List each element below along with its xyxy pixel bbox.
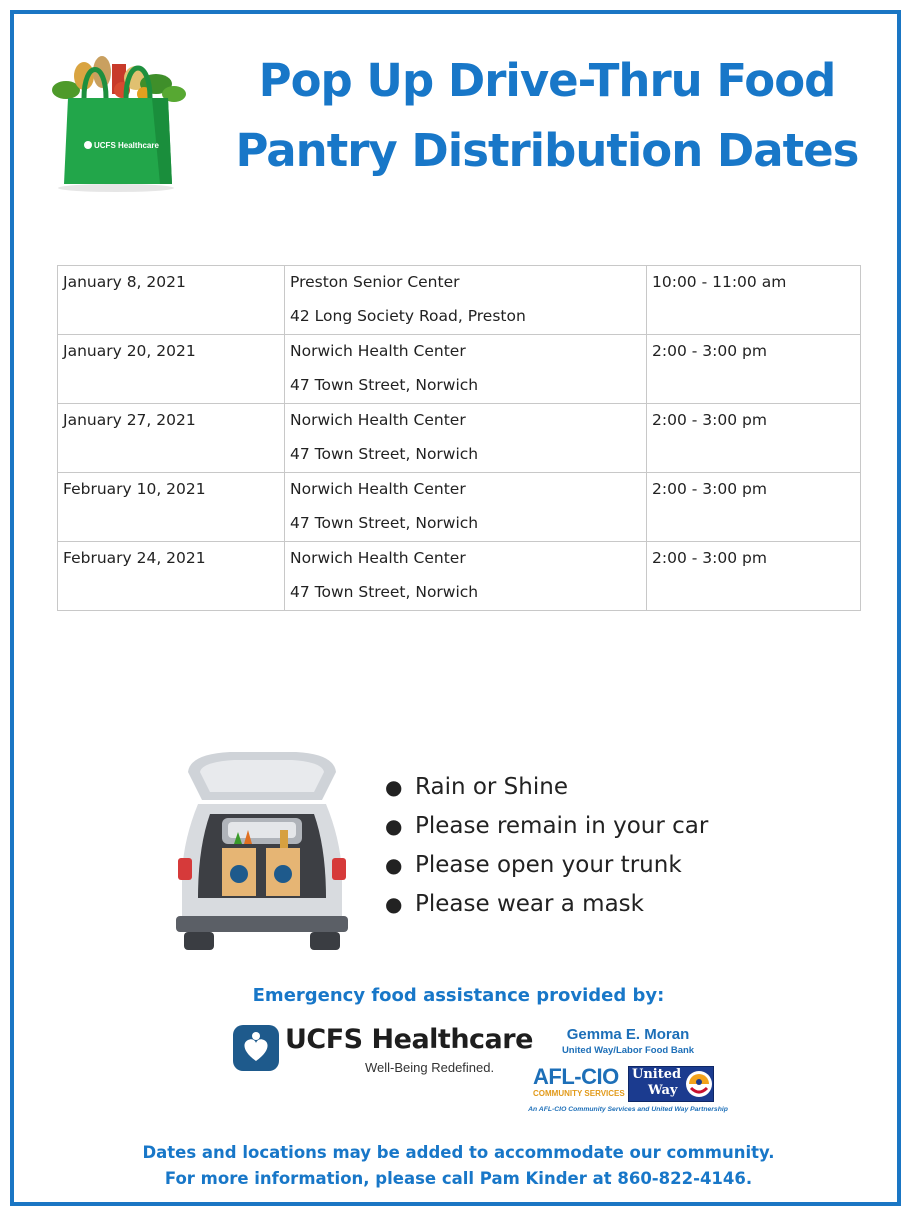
table-row: [58, 335, 861, 404]
table-cell: Norwich Health Center 47 Town Street, Norwich: [285, 473, 647, 542]
table-cell: Norwich Health Center 47 Town Street, Norwich: [285, 542, 647, 611]
table-cell: 2:00 - 3:00 pm: [647, 542, 861, 611]
partner-subtitle: United Way/Labor Food Bank: [561, 1045, 695, 1056]
table-row: [58, 404, 861, 473]
table-cell: 2:00 - 3:00 pm: [647, 335, 861, 404]
table-cell: February 24, 2021: [58, 542, 285, 611]
heart-icon: [233, 1025, 279, 1071]
table-cell: 2:00 - 3:00 pm: [647, 404, 861, 473]
table-row: [58, 266, 861, 335]
footer-note: [0, 1140, 917, 1192]
title-line-1: Pop Up Drive-Thru Food: [258, 54, 836, 107]
footer-line-1: Dates and locations may be added to accommodate our community.: [142, 1143, 775, 1162]
instructions-list: [385, 768, 708, 924]
bag-logo: [84, 141, 159, 150]
ucfs-logo: [233, 1022, 533, 1082]
afl-cio-text: AFL-CIO: [533, 1064, 619, 1089]
united-way-logo: United Way: [628, 1066, 714, 1102]
list-item: ● Please remain in your car: [385, 813, 709, 839]
table-cell: Preston Senior Center 42 Long Society Road, Preston: [285, 266, 647, 335]
list-item: ● Please open your trunk: [385, 852, 682, 878]
grocery-bag-icon: [44, 50, 188, 192]
partner-footnote: An AFL-CIO Community Services and United Way Partnership: [528, 1106, 728, 1113]
footer-line-2: For more information, please call Pam Kinder at 860-822-4146.: [164, 1169, 753, 1188]
page-title: [222, 46, 872, 186]
table-cell: January 8, 2021: [58, 266, 285, 335]
table-cell: January 20, 2021: [58, 335, 285, 404]
ucfs-tagline: Well-Being Redefined.: [365, 1060, 495, 1075]
ucfs-name: UCFS Healthcare: [285, 1024, 533, 1055]
list-item: ● Please wear a mask: [385, 891, 644, 917]
united-way-hand-icon: [685, 1070, 713, 1098]
table-row: [58, 473, 861, 542]
svg-text:UCFS Healthcare: UCFS Healthcare: [94, 141, 159, 150]
table-cell: Norwich Health Center 47 Town Street, Norwich: [285, 335, 647, 404]
table-row: [58, 542, 861, 611]
table-cell: Norwich Health Center 47 Town Street, Norwich: [285, 404, 647, 473]
table-cell: 2:00 - 3:00 pm: [647, 473, 861, 542]
table-cell: January 27, 2021: [58, 404, 285, 473]
afl-cio-subtitle: COMMUNITY SERVICES: [533, 1089, 625, 1098]
distribution-schedule-table: [57, 265, 861, 611]
partner-name: Gemma E. Moran: [566, 1026, 690, 1043]
car-trunk-icon: [170, 748, 354, 952]
partner-logo: [528, 1026, 728, 1118]
table-cell: 10:00 - 11:00 am: [647, 266, 861, 335]
list-item: ● Rain or Shine: [385, 774, 568, 800]
title-line-2: Pantry Distribution Dates: [235, 124, 859, 177]
table-cell: February 10, 2021: [58, 473, 285, 542]
provided-by-heading: Emergency food assistance provided by:: [252, 985, 665, 1006]
